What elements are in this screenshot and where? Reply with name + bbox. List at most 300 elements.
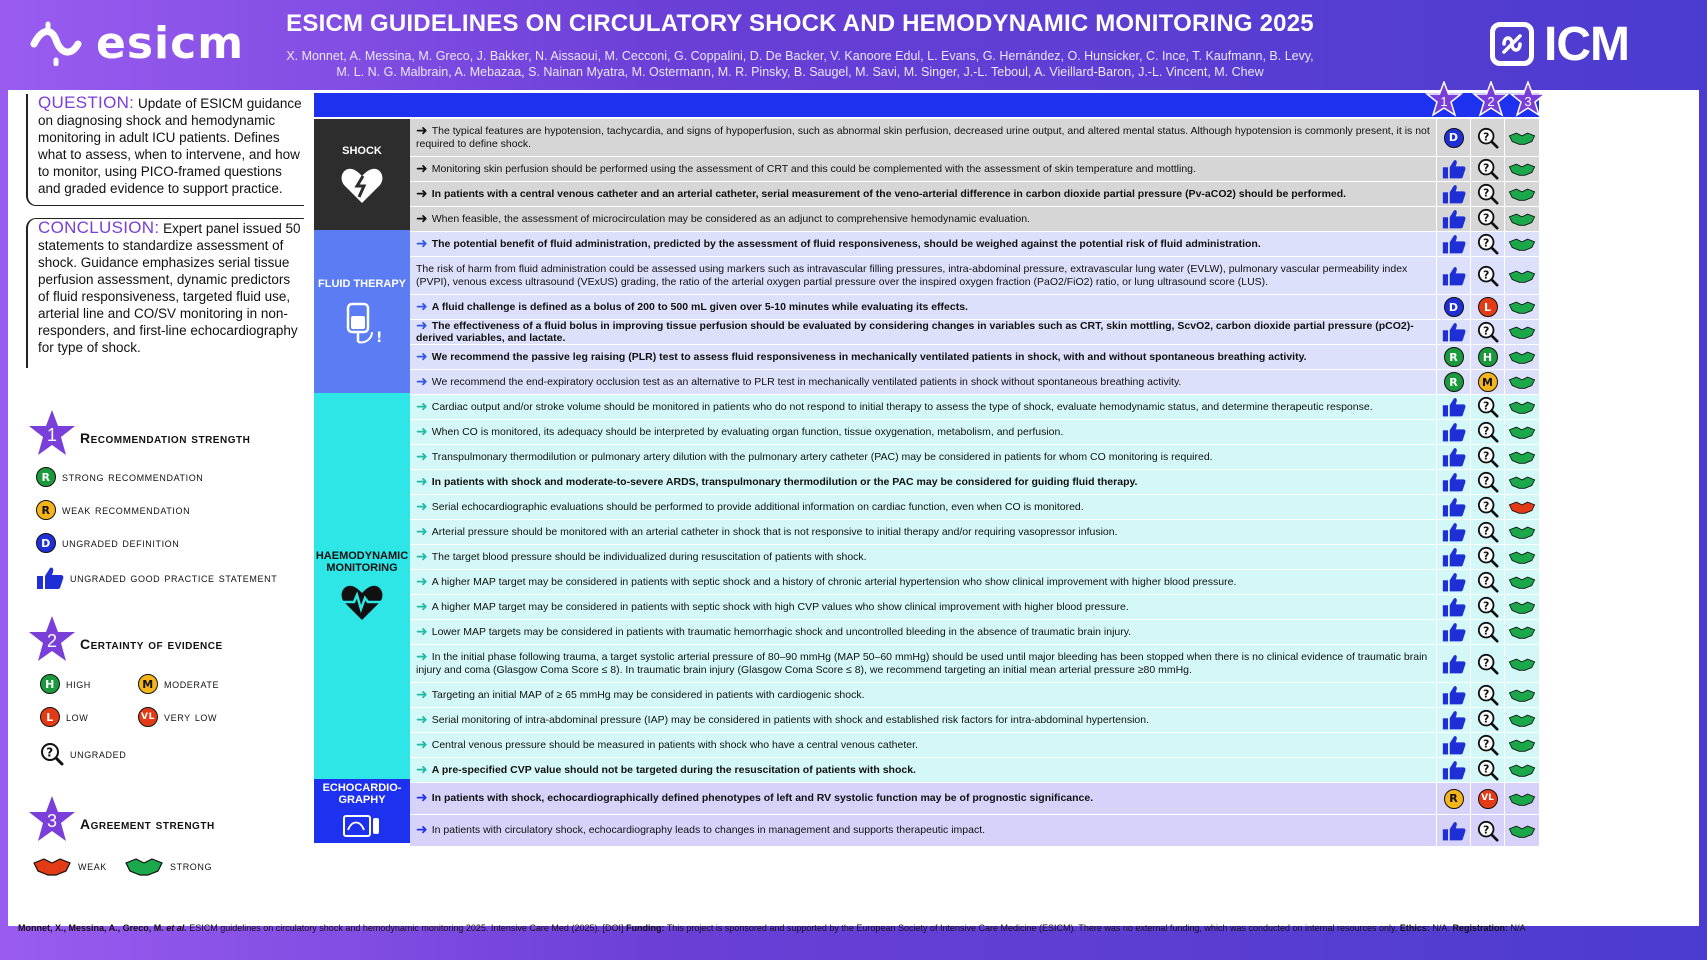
handshake-strong-icon [1508,374,1536,390]
handshake-weak-icon [1508,499,1536,515]
certainty-cell [1470,345,1504,369]
section-shock: SHOCK [314,119,410,230]
statement-row [410,395,1539,420]
recommendation-cell [1436,395,1470,419]
certainty-cell [1470,545,1504,569]
recommendation-cell [1436,783,1470,814]
arrow-right-icon: ➜ [416,160,428,177]
legend-strong-agreement: strong [124,855,212,877]
recommendation-cell [1436,758,1470,782]
author-line-2: M. L. N. G. Malbrain, A. Mebazaa, S. Nainan Myatra, M. Ostermann, M. R. Pinsky, B. Saugel, M. Savi, M. Singer, J.-L. Teboul, A. Vieillard-Baron, J.-L. Vincent, M. Chew [336,65,1264,79]
thumbs-up-icon [1442,596,1466,618]
thumbs-up-icon [1442,684,1466,706]
strong-rec-badge: R [36,467,56,487]
certainty-cell [1470,620,1504,644]
certainty-cell [1470,645,1504,682]
certainty-cell [1470,420,1504,444]
question-box [26,94,304,206]
arrow-right-icon: ➜ [416,473,428,490]
section-fluid-therapy: FLUID THERAPY ! [314,230,410,393]
section-haemodynamic: HAEMODYNAMIC MONITORING [314,393,410,779]
legend-gps: ungraded good practice statement [36,566,277,590]
magnifier-question-icon [1477,546,1499,568]
statement-text: ➜ Arterial pressure should be monitored with an arterial catheter in shock that is not responsive to initial therapy and/or requiring vasopressor infusion. [416,523,1118,540]
recommendation-cell [1436,733,1470,757]
magnifier-question-icon [1477,446,1499,468]
statement-row [410,295,1539,320]
column-3-star-icon [1509,81,1547,119]
arrow-right-icon: ➜ [416,498,428,515]
question-label: QUESTION: [38,93,135,112]
thumbs-up-icon [1442,265,1466,287]
certainty-cell [1470,520,1504,544]
magnifier-question-icon [1477,496,1499,518]
conclusion-text: Expert panel issued 50 statements to standardize assessment of shock. Guidance emphasizes serial tissue perfusion assessment, dynamic predictors of fluid responsiveness, targeted fluid use, arterial line and CO/SV monitoring in non-responders, and first-line echocardiography for type of shock. [38,221,301,355]
arrow-right-icon: ➜ [416,790,428,807]
legend-very-low: VL very low [138,707,217,727]
statement-text: ➜ Serial monitoring of intra-abdominal pressure (IAP) may be considered in patients with shock and established risk factors for intra-abdominal hypertension. [416,711,1150,728]
certainty-cell [1470,708,1504,732]
statement-row [410,470,1539,495]
statement-row [410,758,1539,783]
recommendation-cell [1436,620,1470,644]
svg-text:?: ? [1482,624,1489,638]
agreement-cell [1504,733,1538,757]
handshake-strong-icon [1508,130,1536,146]
handshake-strong-icon [1508,211,1536,227]
agreement-cell [1504,119,1538,156]
agreement-cell [1504,783,1538,814]
svg-text:?: ? [1482,499,1489,513]
statement-text: ➜ In patients with shock and moderate-to-severe ARDS, transpulmonary thermodilution or the PAC may be considered for guiding fluid therapy. [416,473,1138,490]
agreement-cell [1504,395,1538,419]
magnifier-question-icon [1477,158,1499,180]
agreement-cell [1504,815,1538,846]
recommendation-cell [1436,708,1470,732]
thumbs-up-icon [1442,521,1466,543]
magnifier-question-icon [1477,321,1499,343]
recommendation-cell [1436,545,1470,569]
conclusion-label: CONCLUSION: [38,218,160,237]
star-3-icon [26,794,78,846]
agreement-cell [1504,545,1538,569]
arrow-right-icon: ➜ [416,573,428,590]
magnifier-question-icon [1477,233,1499,255]
handshake-strong-icon [1508,599,1536,615]
svg-text:3: 3 [46,811,58,831]
magnifier-question-icon [40,742,64,766]
statement-row [410,370,1539,395]
svg-text:?: ? [46,745,54,760]
certainty-cell [1470,370,1504,394]
magnifier-question-icon [1477,571,1499,593]
svg-text:?: ? [1482,712,1489,726]
author-list [250,48,1350,80]
magnifier-question-icon [1477,653,1499,675]
magnifier-question-icon [1477,396,1499,418]
header [0,0,1707,90]
thumbs-up-icon [1442,734,1466,756]
svg-text:1: 1 [1440,94,1448,109]
handshake-strong-icon [1508,791,1536,807]
svg-text:?: ? [1482,211,1489,225]
arrow-right-icon: ➜ [416,598,428,615]
statement-text: ➜ Targeting an initial MAP of ≥ 65 mmHg may be considered in patients with cardiogenic shock. [416,686,865,703]
statement-row [410,119,1539,157]
thumbs-up-icon [1442,321,1466,343]
legend-weak-rec: R weak recommendation [36,500,190,520]
statement-row [410,783,1539,815]
arrow-right-icon: ➜ [416,736,428,753]
statement-row [410,815,1539,847]
svg-text:!: ! [376,329,382,346]
statement-text: ➜ The typical features are hypotension, tachycardia, and signs of hypoperfusion, such as abnormal skin perfusion, decreased urine output, and altered mental status. Although hypotension is commonly present, it is not required to define shock. [416,123,1430,150]
agreement-cell [1504,570,1538,594]
heart-monitor-icon [339,582,385,622]
section-echocardiography: ECHOCARDIO- GRAPHY [314,779,410,843]
svg-text:2: 2 [1487,94,1495,109]
strong-rec-badge: R [1444,347,1464,367]
handshake-strong-icon [1508,737,1536,753]
svg-text:?: ? [1482,324,1489,338]
statement-row [410,545,1539,570]
certainty-cell [1470,595,1504,619]
statement-text: ➜ Monitoring skin perfusion should be performed using the assessment of CRT and this could be complemented with the assessment of skin temperature and mottling. [416,160,1196,177]
magnifier-question-icon [1477,521,1499,543]
statement-text: ➜ In patients with circulatory shock, echocardiography leads to changes in management and supports therapeutic impact. [416,822,986,839]
statements-table [314,93,1539,843]
statement-row [410,345,1539,370]
recommendation-cell [1436,370,1470,394]
recommendation-cell [1436,570,1470,594]
certainty-cell [1470,232,1504,256]
magnifier-question-icon [1477,208,1499,230]
echo-probe-icon [342,814,382,840]
arrow-right-icon: ➜ [416,761,428,778]
certainty-badge: H [1478,347,1498,367]
svg-text:?: ? [1482,549,1489,563]
thumbs-up-icon [1442,621,1466,643]
handshake-strong-icon [1508,161,1536,177]
legend-agree-heading: Agreement strength [80,816,215,832]
agreement-cell [1504,683,1538,707]
handshake-strong-icon [1508,449,1536,465]
esicm-logo[interactable] [30,18,244,68]
thumbs-up-icon [1442,653,1466,675]
svg-text:?: ? [1482,129,1489,143]
statement-text: ➜ Cardiac output and/or stroke volume should be monitored in patients who do not respond to initial therapy to assess the type of shock, evaluate hemodynamic status, and determine therapeutic response. [416,398,1373,415]
certainty-cell [1470,395,1504,419]
svg-text:1: 1 [46,425,58,445]
thumbs-up-icon [1442,233,1466,255]
magnifier-question-icon [1477,421,1499,443]
arrow-right-icon: ➜ [416,448,428,465]
magnifier-question-icon [1477,709,1499,731]
certainty-cell [1470,445,1504,469]
legend-strong-rec: R strong recommendation [36,467,203,487]
thumbs-up-icon [1442,183,1466,205]
arrow-right-icon: ➜ [416,348,428,365]
handshake-strong-icon [1508,823,1536,839]
thumbs-up-icon [1442,421,1466,443]
arrow-right-icon: ➜ [416,298,428,315]
svg-text:?: ? [1482,822,1489,836]
statement-row [410,683,1539,708]
thumbs-up-icon [1442,496,1466,518]
certainty-cell [1470,295,1504,319]
recommendation-cell [1436,645,1470,682]
legend-certainty [26,614,316,664]
legend-agreement [26,794,316,844]
recommendation-cell [1436,495,1470,519]
statement-text: ➜ Lower MAP targets may be considered in patients with traumatic hemorrhagic shock and uncontrolled bleeding in the absence of traumatic brain injury. [416,623,1132,640]
agreement-cell [1504,758,1538,782]
svg-text:?: ? [1482,424,1489,438]
certainty-cell [1470,570,1504,594]
statement-text: The risk of harm from fluid administration could be assessed using markers such as intravascular filling pressures, intra-abdominal pressure, extravascular lung water (EVLW), pulmonary vascular permeability index (PVPI), venous excess ultrasound (VExUS) grading, the ratio of the arterial oxygen partial pressure over the inspired oxygen fraction (PaO2/FiO2) ratio, or lung ultrasound score (LUS). [416,263,1408,288]
svg-text:?: ? [1482,399,1489,413]
agreement-cell [1504,295,1538,319]
certainty-cell [1470,207,1504,231]
recommendation-cell [1436,683,1470,707]
certainty-cell [1470,470,1504,494]
certainty-cell [1470,157,1504,181]
legend-moderate: M moderate [138,674,219,694]
star-1-icon [26,408,78,460]
svg-text:?: ? [1482,737,1489,751]
magnifier-question-icon [1477,759,1499,781]
statement-row [410,520,1539,545]
thumbs-up-icon [1442,709,1466,731]
recommendation-cell [1436,595,1470,619]
handshake-strong-icon [1508,236,1536,252]
star-2-icon [26,614,78,666]
thumbs-up-icon [36,566,64,590]
legend-cert-heading: Certainty of evidence [80,636,223,652]
svg-text:?: ? [1482,524,1489,538]
recommendation-cell [1436,119,1470,156]
recommendation-cell [1436,470,1470,494]
arrow-right-icon: ➜ [416,185,428,202]
conclusion-box [26,218,304,368]
agreement-cell [1504,520,1538,544]
thumbs-up-icon [1442,446,1466,468]
arrow-right-icon: ➜ [416,373,428,390]
statement-text: ➜ A higher MAP target may be considered in patients with septic shock with high CVP values who show clinical improvement with higher blood pressure. [416,598,1129,615]
statement-text: ➜ The target blood pressure should be individualized during resuscitation of patients with shock. [416,548,867,565]
recommendation-cell [1436,320,1470,344]
recommendation-cell [1436,445,1470,469]
recommendation-cell [1436,182,1470,206]
handshake-strong-icon [1508,574,1536,590]
certainty-cell [1470,683,1504,707]
handshake-strong-icon [1508,712,1536,728]
magnifier-question-icon [1477,265,1499,287]
statement-row [410,445,1539,470]
legend-ungraded: ? ungraded [40,742,126,766]
agreement-cell [1504,595,1538,619]
statement-text: ➜ A higher MAP target may be considered in patients with septic shock and a history of chronic arterial hypertension who show clinical improvement with higher blood pressure. [416,573,1237,590]
statement-text: ➜ A pre-specified CVP value should not be targeted during the resuscitation of patients with shock. [416,761,916,778]
certainty-cell [1470,783,1504,814]
esicm-wave-icon [30,20,90,66]
handshake-strong-icon [1508,687,1536,703]
handshake-strong-icon [1508,656,1536,672]
handshake-strong-icon [1508,549,1536,565]
icm-logo[interactable] [1490,18,1629,70]
legend-recommendation [26,408,316,458]
thumbs-up-icon [1442,471,1466,493]
weak-rec-badge: R [36,500,56,520]
magnifier-question-icon [1477,127,1499,149]
certainty-cell [1470,320,1504,344]
arrow-right-icon: ➜ [416,398,428,415]
thumbs-up-icon [1442,158,1466,180]
recommendation-cell [1436,345,1470,369]
column-2-star-icon [1472,81,1510,119]
certainty-cell [1470,758,1504,782]
statement-row [410,157,1539,182]
agreement-cell [1504,320,1538,344]
definition-badge: D [1444,128,1464,148]
author-line-1: X. Monnet, A. Messina, M. Greco, J. Bakker, N. Aissaoui, M. Cecconi, G. Coppalini, D. De Backer, V. Kanoore Edul, L. Evans, G. Hernández, O. Hunsicker, C. Ince, T. Kaufmann, B. Levy, [286,49,1314,63]
svg-text:?: ? [1482,449,1489,463]
handshake-strong-icon [1508,474,1536,490]
handshake-strong-icon [1508,524,1536,540]
legend-rec-heading: Recommendation strength [80,430,251,446]
svg-text:?: ? [1482,161,1489,175]
certainty-badge: VL [1478,789,1498,809]
magnifier-question-icon [1477,684,1499,706]
certainty-badge: L [1478,297,1498,317]
handshake-strong-icon [124,855,164,877]
certainty-cell [1470,182,1504,206]
svg-text:?: ? [1482,655,1489,669]
magnifier-question-icon [1477,734,1499,756]
svg-text:?: ? [1482,599,1489,613]
agreement-cell [1504,370,1538,394]
arrow-right-icon: ➜ [416,123,428,139]
legend-ungraded-def: D ungraded definition [36,533,179,553]
handshake-strong-icon [1508,762,1536,778]
footer-citation: Monnet, X., Messina, A., Greco, M. et al. ESICM guidelines on circulatory shock and hemodynamic monitoring 2025. Intensive Care Med (2025). [DOI] Funding: This project is sponsored and supported by the European Society of Intensive Care Medicine (ESICM). There was no external funding, which was conducted on internal resources only. Ethics: N/A. Registration: N/A [18,923,1526,933]
svg-text:?: ? [1482,267,1489,281]
agreement-cell [1504,182,1538,206]
recommendation-cell [1436,815,1470,846]
handshake-strong-icon [1508,399,1536,415]
legend-high: H high [40,674,91,694]
arrow-right-icon: ➜ [416,210,428,227]
statement-text: ➜ We recommend the passive leg raising (PLR) test to assess fluid responsiveness in mechanically ventilated patients in shock, with and without spontaneous breathing activity. [416,348,1307,365]
handshake-strong-icon [1508,268,1536,284]
svg-text:3: 3 [1524,94,1532,109]
main-panel [8,90,1699,933]
agreement-cell [1504,470,1538,494]
statement-row [410,595,1539,620]
agreement-cell [1504,420,1538,444]
arrow-right-icon: ➜ [416,623,428,640]
icm-wordmark: ICM [1544,17,1629,71]
statement-text: ➜ The potential benefit of fluid administration, predicted by the assessment of fluid responsiveness, should be weighed against the potential risk of fluid administration. [416,235,1261,252]
thumbs-up-icon [1442,208,1466,230]
statement-row [410,257,1539,295]
handshake-strong-icon [1508,324,1536,340]
arrow-right-icon: ➜ [416,317,428,334]
statement-text: ➜ In the initial phase following trauma, a target systolic arterial pressure of 80–90 mmHg (MAP 50–60 mmHg) should be used until major bleeding has been stopped when there is no clinical evidence of traumatic brain injury and coma (Glasgow Coma Score ≤ 8). In traumatic brain injury (Glasgow Coma Score ≤ 8), we recommend targeting an initial mean arterial pressure ≥80 mmHg. [416,649,1428,676]
table-header-bar [314,93,1539,117]
column-1-star-icon [1425,81,1463,119]
agreement-cell [1504,620,1538,644]
statement-text: ➜ The effectiveness of a fluid bolus in improving tissue perfusion should be evaluated by considering changes in variables such as CRT, skin mottling, ScvO2, carbon dioxide partial pressure (pCO2)-derived variables, and lactate. [416,317,1414,344]
broken-heart-icon [340,165,384,205]
thumbs-up-icon [1442,546,1466,568]
handshake-strong-icon [1508,299,1536,315]
handshake-weak-icon [32,855,72,877]
recommendation-cell [1436,420,1470,444]
certainty-cell [1470,733,1504,757]
arrow-right-icon: ➜ [416,548,428,565]
statement-row [410,570,1539,595]
definition-badge: D [1444,297,1464,317]
thumbs-up-icon [1442,820,1466,842]
recommendation-cell [1436,520,1470,544]
certainty-cell [1470,495,1504,519]
statement-row [410,708,1539,733]
thumbs-up-icon [1442,759,1466,781]
statement-row [410,182,1539,207]
page-title: ESICM GUIDELINES ON CIRCULATORY SHOCK AND HEMODYNAMIC MONITORING 2025 [286,10,1314,37]
thumbs-up-icon [1442,396,1466,418]
certainty-cell [1470,815,1504,846]
magnifier-question-icon [1477,621,1499,643]
esicm-wordmark: esicm [96,17,245,69]
agreement-cell [1504,257,1538,294]
recommendation-cell [1436,295,1470,319]
recommendation-cell [1436,257,1470,294]
statement-row [410,733,1539,758]
arrow-right-icon: ➜ [416,822,428,839]
agreement-cell [1504,495,1538,519]
agreement-cell [1504,645,1538,682]
magnifier-question-icon [1477,596,1499,618]
definition-badge: D [36,533,56,553]
statement-text: ➜ Serial echocardiographic evaluations should be performed to provide additional information on cardiac function, even when CO is monitored. [416,498,1084,515]
recommendation-cell [1436,157,1470,181]
statement-text: ➜ Central venous pressure should be measured in patients with shock who have a central venous catheter. [416,736,918,753]
weak-rec-badge: R [1444,789,1464,809]
handshake-strong-icon [1508,424,1536,440]
statement-row [410,207,1539,232]
statement-text: ➜ When CO is monitored, its adequacy should be interpreted by evaluating organ function, tissue oxygenation, metabolism, and perfusion. [416,423,1064,440]
statement-text: ➜ In patients with shock, echocardiographically defined phenotypes of left and RV systolic function may be of prognostic significance. [416,790,1094,807]
icm-knot-icon [1490,22,1534,66]
thumbs-up-icon [1442,571,1466,593]
statement-row [410,645,1539,683]
svg-text:?: ? [1482,236,1489,250]
iv-bag-icon [342,298,382,346]
statement-text: ➜ A fluid challenge is defined as a bolus of 200 to 500 mL given over 5-10 minutes while evaluating its effects. [416,298,968,315]
magnifier-question-icon [1477,183,1499,205]
magnifier-question-icon [1477,820,1499,842]
arrow-right-icon: ➜ [416,649,428,665]
svg-text:?: ? [1482,574,1489,588]
legend-low: L low [40,707,88,727]
svg-text:?: ? [1482,474,1489,488]
agreement-cell [1504,708,1538,732]
svg-text:?: ? [1482,687,1489,701]
recommendation-cell [1436,232,1470,256]
statement-text: ➜ In patients with a central venous catheter and an arterial catheter, serial measurement of the veno-arterial difference in carbon dioxide partial pressure (Pv-aCO2) should be performed. [416,185,1347,202]
